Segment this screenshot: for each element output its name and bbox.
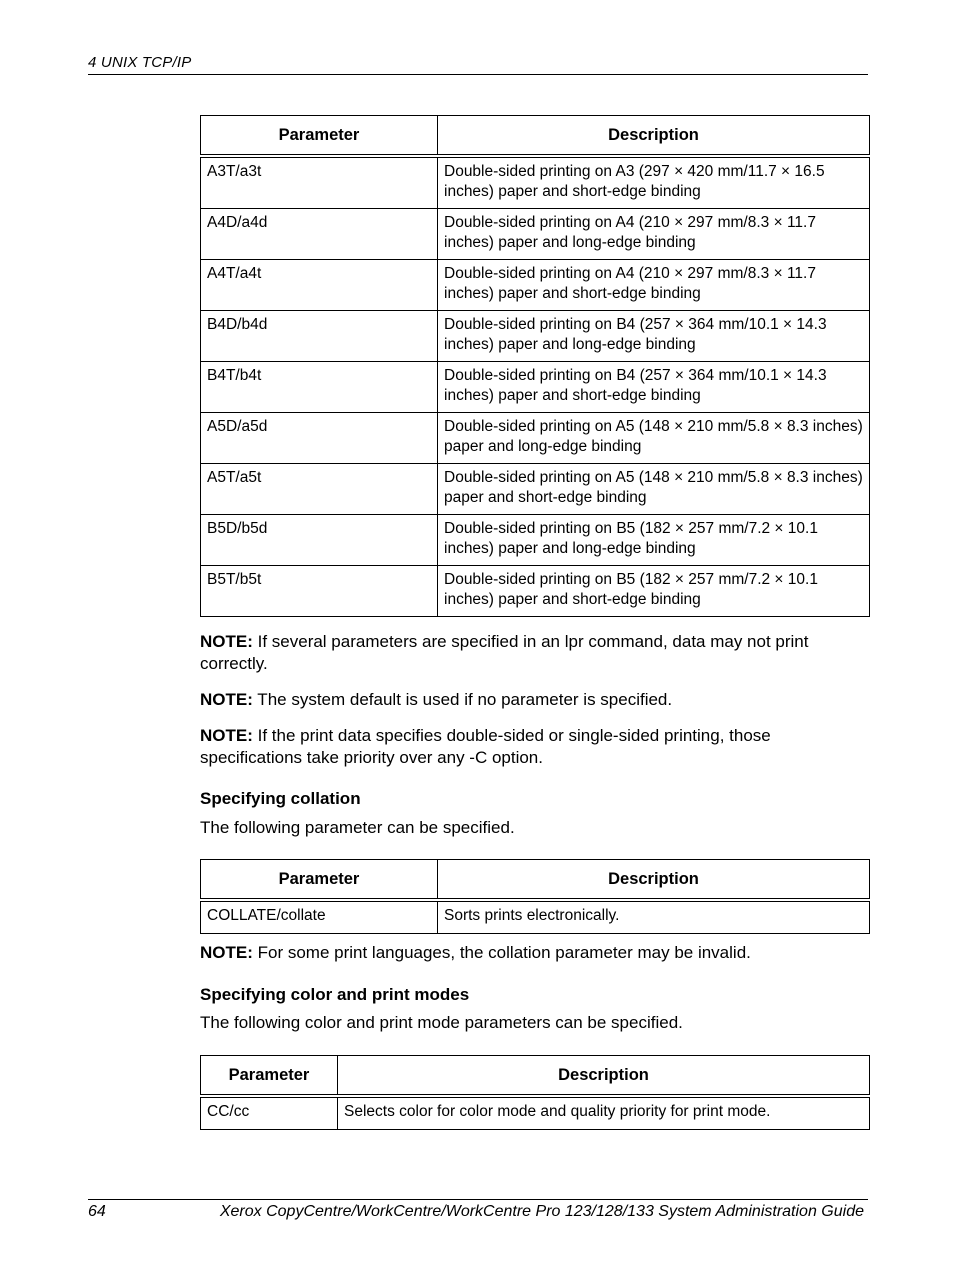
note-label: NOTE: — [200, 632, 253, 651]
parameter-cell: B4T/b4t — [201, 362, 438, 413]
column-header-parameter: Parameter — [201, 860, 438, 901]
note-paragraph — [200, 942, 880, 964]
table-row — [201, 515, 870, 566]
column-header-parameter: Parameter — [201, 1056, 338, 1097]
table-row — [201, 413, 870, 464]
table-header-row — [201, 860, 870, 901]
note-label: NOTE: — [200, 690, 253, 709]
parameter-cell: CC/cc — [201, 1096, 338, 1130]
description-cell: Double-sided printing on A3 (297 × 420 mm/11.7 × 16.5 inches) paper and short-edge binding — [438, 156, 870, 209]
page-footer — [88, 1199, 868, 1220]
description-cell: Double-sided printing on B4 (257 × 364 mm/10.1 × 14.3 inches) paper and short-edge binding — [438, 362, 870, 413]
column-header-parameter: Parameter — [201, 116, 438, 157]
description-cell: Double-sided printing on B4 (257 × 364 mm/10.1 × 14.3 inches) paper and long-edge binding — [438, 311, 870, 362]
parameter-cell: B4D/b4d — [201, 311, 438, 362]
note-paragraph — [200, 689, 880, 711]
table-row — [201, 209, 870, 260]
table-row — [201, 156, 870, 209]
parameter-cell: A5D/a5d — [201, 413, 438, 464]
description-cell: Double-sided printing on A5 (148 × 210 mm/5.8 × 8.3 inches) paper and short-edge binding — [438, 464, 870, 515]
description-cell: Double-sided printing on A5 (148 × 210 mm/5.8 × 8.3 inches) paper and long-edge binding — [438, 413, 870, 464]
page-number: 64 — [88, 1203, 106, 1220]
color-mode-parameter-table — [200, 1055, 870, 1130]
description-cell: Double-sided printing on B5 (182 × 257 mm/7.2 × 10.1 inches) paper and short-edge binding — [438, 566, 870, 617]
note-label: NOTE: — [200, 943, 253, 962]
page-header — [88, 54, 868, 75]
table-header-row — [201, 1056, 870, 1097]
description-cell: Double-sided printing on A4 (210 × 297 mm/8.3 × 11.7 inches) paper and long-edge binding — [438, 209, 870, 260]
parameter-cell: B5D/b5d — [201, 515, 438, 566]
parameter-cell: A4T/a4t — [201, 260, 438, 311]
table-row — [201, 311, 870, 362]
section-intro: The following color and print mode parameters can be specified. — [200, 1013, 683, 1032]
table-row — [201, 1096, 870, 1130]
chapter-title: 4 UNIX TCP/IP — [88, 54, 192, 71]
description-cell: Double-sided printing on B5 (182 × 257 mm/7.2 × 10.1 inches) paper and long-edge binding — [438, 515, 870, 566]
description-cell: Double-sided printing on A4 (210 × 297 mm/8.3 × 11.7 inches) paper and short-edge binding — [438, 260, 870, 311]
table-row — [201, 566, 870, 617]
table-row — [201, 464, 870, 515]
table-row — [201, 260, 870, 311]
note-paragraph — [200, 725, 820, 769]
parameter-cell: A4D/a4d — [201, 209, 438, 260]
description-cell: Selects color for color mode and quality priority for print mode. — [338, 1096, 870, 1130]
note-text: The system default is used if no parameter is specified. — [252, 690, 673, 709]
column-header-description: Description — [438, 860, 870, 901]
parameter-cell: A3T/a3t — [201, 156, 438, 209]
column-header-description: Description — [338, 1056, 870, 1097]
table-row — [201, 900, 870, 934]
section-heading-collation: Specifying collation — [200, 789, 361, 808]
note-text: For some print languages, the collation parameter may be invalid. — [252, 943, 751, 962]
duplex-parameter-table — [200, 115, 870, 617]
parameter-cell: B5T/b5t — [201, 566, 438, 617]
parameter-cell: COLLATE/collate — [201, 900, 438, 934]
description-cell: Sorts prints electronically. — [438, 900, 870, 934]
column-header-description: Description — [438, 116, 870, 157]
note-text: If several parameters are specified in an lpr command, data may not print correctly. — [200, 632, 809, 673]
table-row — [201, 362, 870, 413]
collation-parameter-table — [200, 859, 870, 934]
note-label: NOTE: — [200, 726, 253, 745]
section-heading-color-modes: Specifying color and print modes — [200, 985, 470, 1004]
note-text: If the print data specifies double-sided or single-sided printing, those specifications take priority over any -C option. — [200, 726, 771, 767]
section-intro: The following parameter can be specified. — [200, 818, 515, 837]
guide-title: Xerox CopyCentre/WorkCentre/WorkCentre Pro 123/128/133 System Administration Guide — [219, 1203, 864, 1220]
note-paragraph — [200, 631, 880, 675]
table-header-row — [201, 116, 870, 157]
parameter-cell: A5T/a5t — [201, 464, 438, 515]
